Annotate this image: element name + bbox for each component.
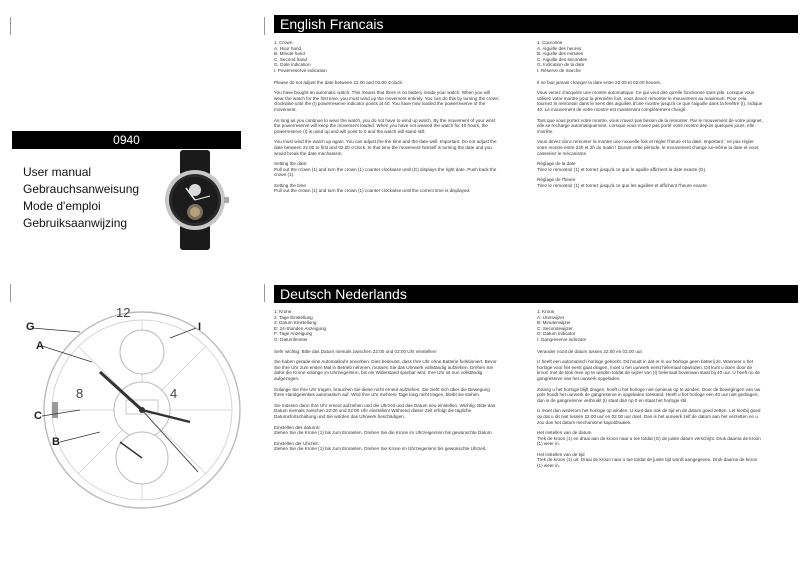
time-instructions: Pull out the crown (1) and turn the crown (1) counter clockwise until the correct time is displayed. xyxy=(274,188,471,194)
part-item: B. Minute hand xyxy=(274,51,305,57)
paragraph: As long as you continue to wear the watch, you do not have to wind up watch. By the movement of your wrist the powerreserve will keep the movement loaded. When you have not weared the watch for 40 hours, the powerreserve (I) is used up and will point to 0 and the watch will stand still. xyxy=(274,117,496,134)
part-item: C. Aiguille des secondes xyxy=(537,56,588,62)
german-column xyxy=(274,309,500,457)
manual-title-list xyxy=(23,164,139,232)
paragraph: Sie müssen dann Ihre Uhr erneut aufziehen und die Uhrzeit und das Datum neu einstellen. Wichtig: Bitte das Datum niemals zwischen 22:00 und 02:00 Uhr einstellen! Während dieser Zeit erfolgt die tägliche Datumsfortschaltung und Sie würden das Uhrwerk beschädigen. xyxy=(274,402,496,419)
dial-number: 8 xyxy=(76,386,84,401)
dutch-column xyxy=(537,309,763,474)
manual-title: Gebrauchsanweisung xyxy=(23,182,140,196)
part-item: 1: Krone xyxy=(274,309,292,314)
time-instructions: Tirez le remontoir (1) et tornez jusqu'à ce que les aguilles et affichent l'heure exacte. xyxy=(537,182,709,188)
part-item: I: Gangreserve indicator xyxy=(537,336,587,342)
part-item: 1: Kroon xyxy=(537,309,555,314)
paragraph: U heeft een automatisch horloge gekocht. Dit houdt in dat er in uw horloge geen batterij zit. Wanneer u het horloge voor het eerst gaat dragen, moet u het uurwerk eerst helemaal opwinden. Dit kunt u doen door de kroon met de klok mee op te winden totdat de wijzer van (I) helemaal bovenaan staat bij 40 uur. U heeft nu de gangreserve van het uurwerk opgeladen. xyxy=(537,359,760,381)
dial-number: 4 xyxy=(170,386,178,401)
part-item: I. Powerreserve indication xyxy=(274,67,327,73)
date-instructions: Ziehen Sie die Krone (1) bis zum Einrasten. Drehen Sie die Krone im Uhrzeigersinn bis gewünschte Datum. xyxy=(274,430,493,436)
part-item: G: Datumfenster xyxy=(274,336,308,342)
part-item: E: 24-Stunden Anzeigung xyxy=(274,325,327,331)
part-item: 3: Datum Einstellung xyxy=(274,320,317,326)
parts-list xyxy=(274,309,500,343)
part-item: I. Réserve de marche xyxy=(537,67,581,73)
paragraph: Solange Sie Ihre Uhr tragen, brauchen Sie diese nicht erneut aufziehen. Sie zieht sich über die Bewegung Ihres Handgelenkes automatisch auf. Wird Ihre Uhr mehrere Tage lang nicht tragen, bleibt sie stehen. xyxy=(274,386,490,398)
diagram-label: G xyxy=(26,321,35,333)
paragraph: Zolang u het horloge blijft dragen, hoeft u het horloge niet opnieuw op te winden. Door de bewegingen van uw pols houdt het uurwerk de gangreserve in opgeladen toestand. Heeft u het horloge een 40 uur niet gedragen, dan is de gangreserve verbruikt (I) staat dan op 0 en staat het horloge stil. xyxy=(537,386,761,403)
paragraph: Sie haben gerade eine Automatikuhr erworben. Dies bedeutet, dass Ihre Uhr ohne Batterie funktioniert. Bevor Sie Ihre Uhr zum ersten Mal in Betrieb nehmen, müssen Sie das Uhrwerk vollständig aufziehen. Drehen Sie dafür die Krone solange im Uhrzeigersinn, bis ein Widerstand spürbar wird. Ihre Uhr ist nun vollständig aufgezogen. xyxy=(274,359,497,381)
parts-list xyxy=(537,309,763,343)
time-title: Setting the time xyxy=(274,182,306,188)
diagram-label: B xyxy=(52,436,60,448)
date-instructions: Trek de kroon (1) en draai aan de kroon naar u toe totdat (G) de juiste datum verschijnt. Druk daarna de kroon (1) weer in. xyxy=(537,435,761,447)
watch-diagram xyxy=(20,292,260,562)
paragraph: U moet dan wederom het horloge op winden. U kunt dan ook de tijd en de datum goed zetten. Let hierbij goed op dat u dit niet tussen 22.00 uur en 02.00 uur doet. Dan is het uurwerk zelf de datum aan het verzetten en u zou dan het datum mechanisme kapotdraaien. xyxy=(537,408,761,425)
paragraph: Sehr wichtig: Bitte das Datum niemals zwischen 22:00 und 02:00 Uhr einstellen! xyxy=(274,348,437,354)
part-item: A. Aiguille des heures xyxy=(537,45,582,51)
part-item: 2: Tage Einstellung xyxy=(274,314,313,320)
part-item: G. Date indication xyxy=(274,62,311,68)
part-item: C: Secondewijzer xyxy=(537,325,573,331)
dial-number: 12 xyxy=(116,305,131,320)
crop-mark xyxy=(10,17,11,35)
crop-mark xyxy=(264,284,265,302)
manual-title: User manual xyxy=(23,165,92,179)
manual-title: Mode d'emploi xyxy=(23,199,101,213)
paragraph: Verander nooit de datum tussen 22.00 en 02.00 uur. xyxy=(537,348,643,354)
date-title: Réglage de la date xyxy=(537,161,576,167)
watch-photo xyxy=(158,150,234,250)
crop-mark xyxy=(264,17,265,35)
section-header: Deutsch Nederlands xyxy=(274,285,798,303)
paragraph: Vous venez d'acquérir une montre automatique. Ce qui veut dire qu'elle fonctionne sans pile. Lorsque vous utilisez votre montre pour la première fois, vous devez remonter le mouvement au maximum. Pour cela, tournez le remontoir dans le sens des aiguilles d'une montre jusqu'à ce que l'aiguille dans la fenêtre (I), indique 40. Le mouvement de votre montre est maintenant complètement chargé. xyxy=(537,90,763,112)
date-title: Het instellen van de datum xyxy=(537,430,592,436)
manual-title: Gebruiksaanwijzing xyxy=(23,216,128,230)
date-instructions: Pull out the crown (1) and turn the crown (1) counter clockwise until (G) displays the right date. Push back the crown (1). xyxy=(274,166,497,178)
diagram-label: C xyxy=(34,410,42,422)
part-item: 1. Couronne xyxy=(537,40,563,45)
paragraph: Tant que vous portez votre montre, vous n'avez pas besoin de la remonter. Par le mouvement de votre poignet, elle se recharge automatiquement. Lorsque vous n'avez pas porté votre montre depuis quelques jours, elle s'arrête. xyxy=(537,117,763,134)
date-title: Einstellen des datums: xyxy=(274,424,321,430)
diagram-label: I xyxy=(198,321,202,333)
part-item: B: Minutenwijzer xyxy=(537,320,571,326)
english-column xyxy=(274,40,500,199)
crop-mark xyxy=(10,284,11,302)
time-title: Het instellen van de tijd xyxy=(537,451,585,457)
model-number: 0940 xyxy=(12,131,241,149)
paragraph: Il ne faut jamais changer la date entre 22.00 et 02.00 heures. xyxy=(537,79,662,85)
paragraph: Vous devez donc remonter la montre une nouvelle fois et régler l'heure et la date. Important : ne pas régler votre montre entre 22h et 2h du matin ! Durant cette période, le mouvement change lui-même la date et vous casseriez le mécanisme. xyxy=(537,139,759,156)
part-item: A: Urenwijzer xyxy=(537,314,565,320)
part-item: G: Datum indicator xyxy=(537,331,576,337)
french-column xyxy=(537,40,763,193)
time-instructions: Trek de kroon (1) uit. Draai de kroon naar u toe totdat de juiste tijd wordt aangegeven. Druk daarna de kroon (1) weer in. xyxy=(537,457,758,469)
date-instructions: Tirez le remontoir (1) et tornez jusqu'à ce que le aguille affichent la date exacte (G). xyxy=(537,166,707,172)
part-item: F: Tage Anzeigung xyxy=(274,331,312,337)
part-item: 1. Crown xyxy=(274,40,293,45)
time-title: Einstellen der Uhrzeit: xyxy=(274,440,319,446)
part-item: B. Aiguille des minutes xyxy=(537,51,584,57)
part-item: C. Second hand xyxy=(274,56,307,62)
parts-list xyxy=(537,40,763,74)
time-title: Réglage de l'heure xyxy=(537,177,576,183)
paragraph: Please do not adjust the date between 22.00 and 02.00 o'clock. xyxy=(274,79,404,85)
parts-list xyxy=(274,40,500,74)
date-title: Setting the date: xyxy=(274,161,308,167)
part-item: G. Indication de la date xyxy=(537,62,585,68)
part-item: A. Hour hand xyxy=(274,45,302,51)
paragraph: You must wind the watch up again. You can adjust the the time and the date well. Important: Do not adjust the date between 22.00 to first and 02.00 o'clock. In that time the movement himself is turning the date and you would break the date mechanism. xyxy=(274,139,497,156)
time-instructions: Ziehen Sie die Krone (1) bis zum Einrasten. Drehen Sie Krone im Uhrzeigersinn bis gewünschte Uhrzeit. xyxy=(274,446,487,452)
diagram-label: A xyxy=(36,340,44,352)
section-header: English Francais xyxy=(274,15,798,33)
paragraph: You have bought an automatic watch. This means that there is no battery inside your watch. When you will wear the watch for the first time, you must wind up the movement entirely. You can do this by turning the crown clockwise until the (I) powerreserve indicator points at 40. You have now loaded the powerreserve of the movement. xyxy=(274,90,499,112)
